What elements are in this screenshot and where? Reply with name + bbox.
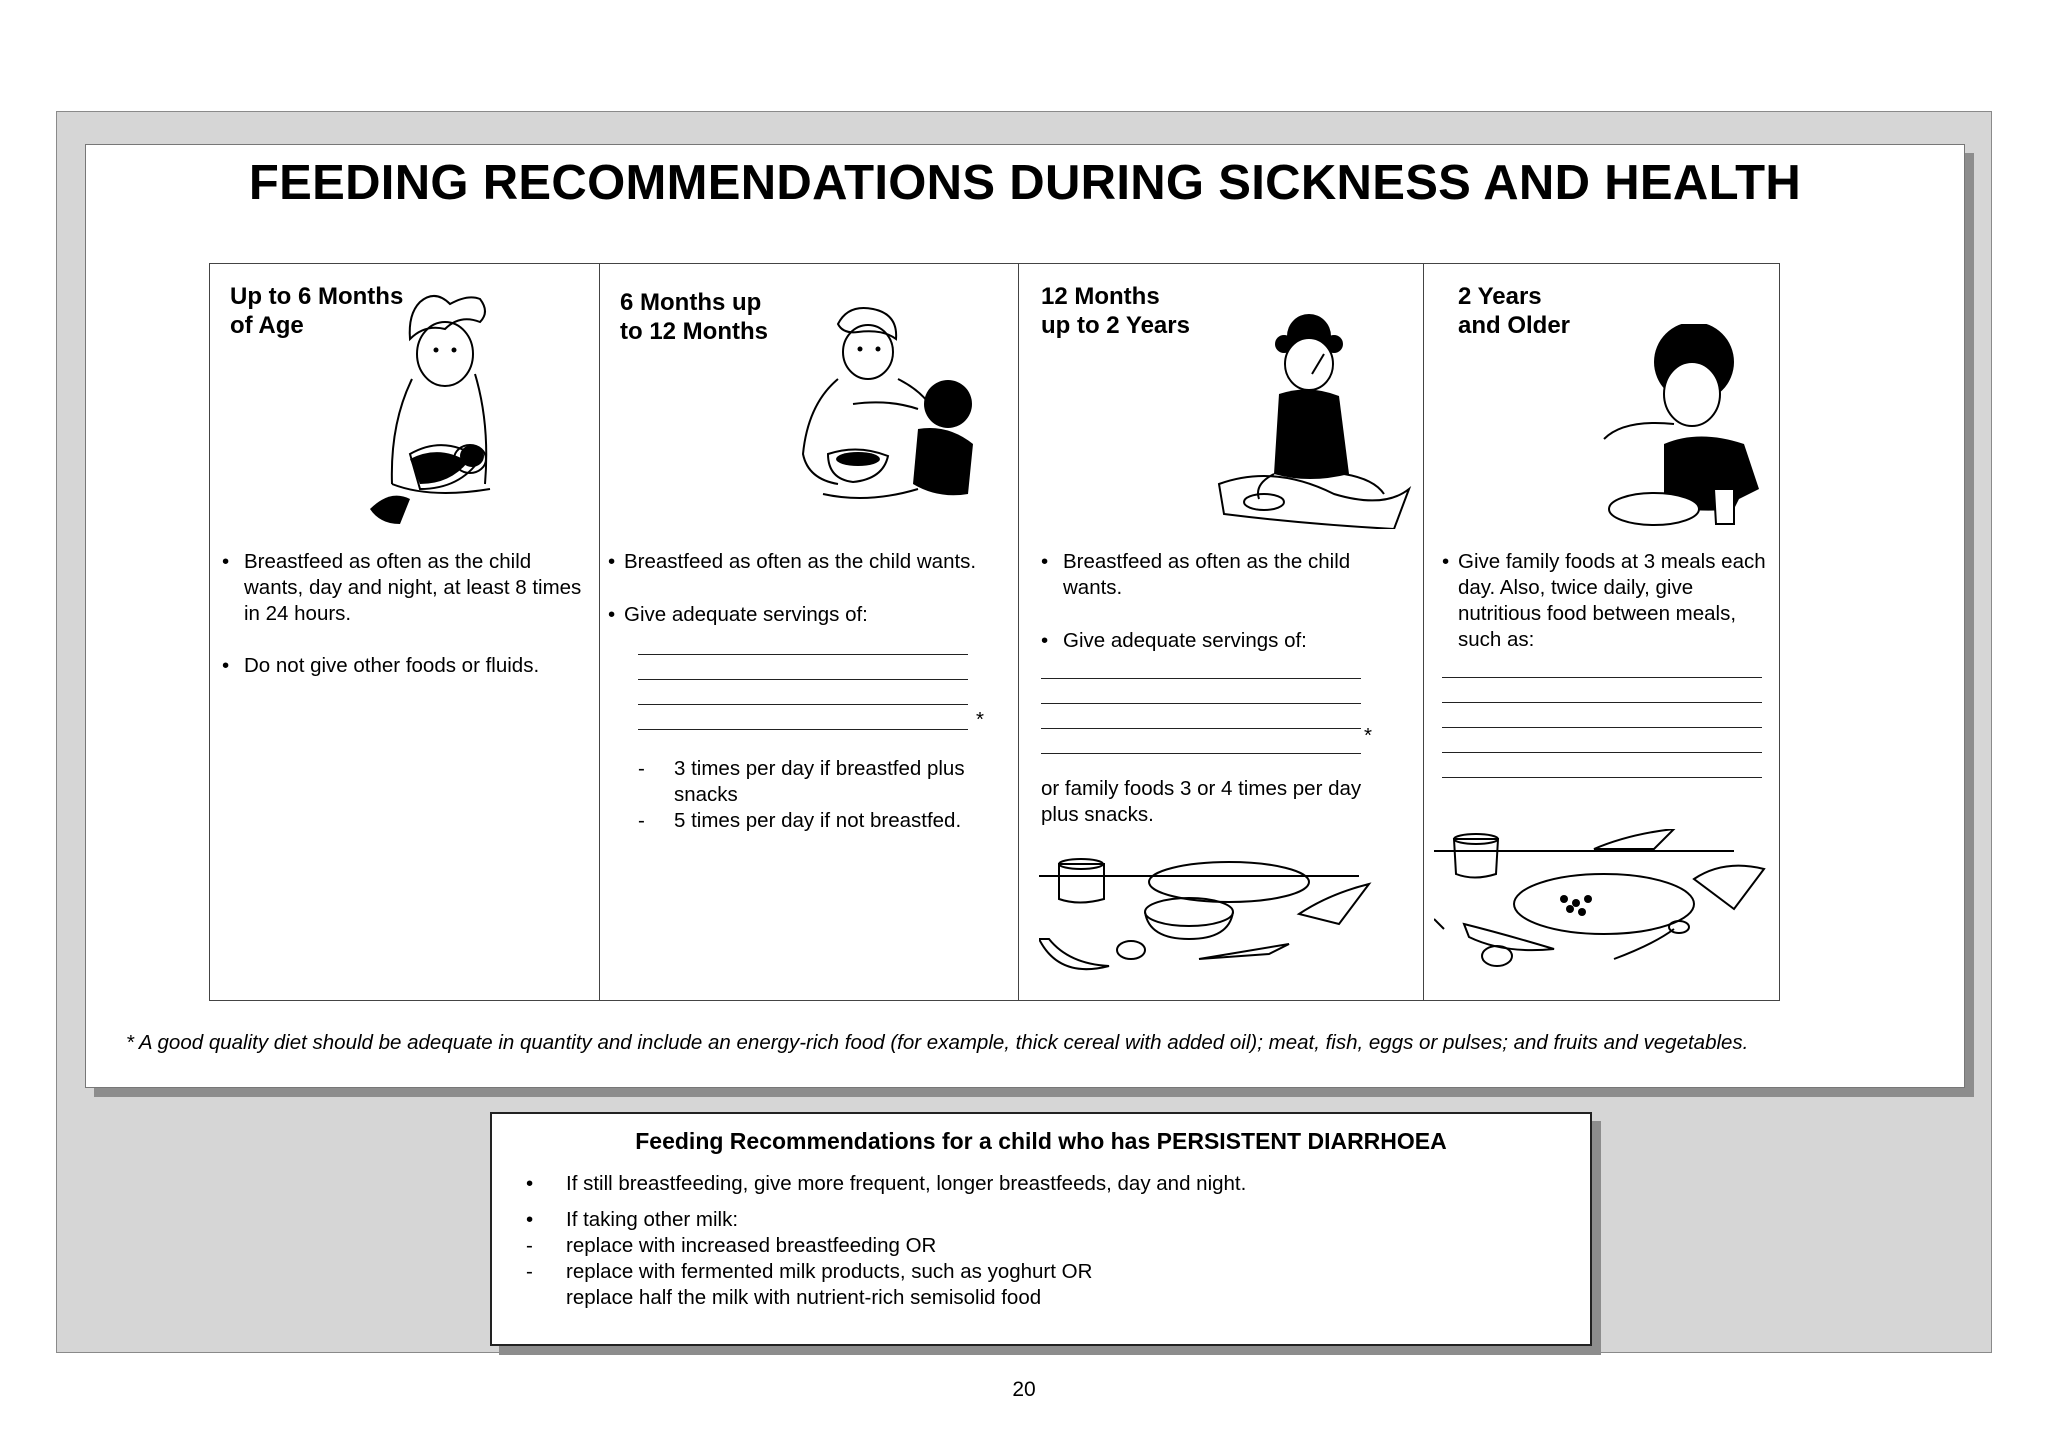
blank-line [1442, 653, 1762, 678]
blank-line [638, 680, 968, 705]
column-up-to-6-months [210, 264, 600, 1000]
blank-lines [1442, 653, 1762, 778]
list-item: - 3 times per day if breastfed plus snacks [638, 757, 965, 806]
list-item: • Breastfeed as often as the child wants. [608, 550, 977, 573]
blank-line: * [638, 705, 968, 730]
list-item: • If still breastfeeding, give more frequent, longer breastfeeds, day and night. [526, 1172, 1247, 1195]
list-item: • Breastfeed as often as the child wants, day and night, at least 8 times in 24 hours. [222, 550, 582, 625]
list-item: - 5 times per day if not breastfed. [638, 809, 962, 832]
list-item: replace half the milk with nutrient-rich semisolid food [566, 1286, 1042, 1309]
blank-lines [1041, 654, 1372, 754]
footnote: * A good quality diet should be adequate in quantity and include an energy-rich food (for example, thick cereal with added oil); meat, fish, eggs or pulses; and fruits and vegetables. [126, 1031, 1749, 1054]
blank-line: * [1041, 729, 1361, 754]
age-heading: 12 Months up to 2 Years [1041, 283, 1190, 339]
family-food-illustration [1434, 829, 1779, 994]
family-foods-note: or family foods 3 or 4 times per day plus snacks. [1041, 777, 1362, 826]
blank-line [1041, 679, 1361, 704]
column-text [222, 549, 582, 679]
list-item: • Breastfeed as often as the child wants. [1041, 550, 1351, 599]
age-heading: Up to 6 Months of Age [230, 283, 404, 339]
breastfeeding-mother-illustration [350, 284, 530, 529]
blank-line [1442, 703, 1762, 728]
frequency-list [638, 756, 998, 834]
list-item: • Give adequate servings of: [608, 603, 868, 626]
column-12-months-to-2-years [1019, 264, 1424, 1000]
list-item: • Give family foods at 3 meals each day. Also, twice daily, give nutritious food between meals, such as: [1442, 550, 1766, 651]
list-item: - replace with fermented milk products, such as yoghurt OR [526, 1260, 1093, 1283]
blank-line [1442, 753, 1762, 778]
blank-line [1442, 678, 1762, 703]
page-number: 20 [1012, 1378, 1036, 1401]
mother-feeding-baby-illustration [798, 304, 988, 529]
column-6-to-12-months [600, 264, 1019, 1000]
list-item: • If taking other milk: [526, 1208, 739, 1231]
column-2-years-and-older [1424, 264, 1779, 1000]
food-illustration [1039, 854, 1419, 999]
child-eating-illustration [1214, 314, 1414, 529]
list-item: • Do not give other foods or fluids. [222, 654, 540, 677]
column-text [608, 549, 1013, 834]
recommendations-card [85, 144, 1965, 1088]
blank-line [1442, 728, 1762, 753]
column-text [1041, 549, 1411, 828]
list-item: • Give adequate servings of: [1041, 629, 1307, 652]
blank-line [638, 630, 968, 655]
page-title: FEEDING RECOMMENDATIONS DURING SICKNESS AND HEALTH [248, 156, 1802, 210]
list-item: - replace with increased breastfeeding OR [526, 1234, 937, 1257]
blank-line [1041, 704, 1361, 729]
blank-lines [638, 630, 984, 731]
box-heading: Feeding Recommendations for a child who has PERSISTENT DIARRHOEA [635, 1128, 1447, 1154]
column-text [1442, 549, 1777, 778]
persistent-diarrhoea-box [490, 1112, 1592, 1346]
age-columns [209, 263, 1780, 1001]
older-child-eating-illustration [1594, 324, 1774, 529]
blank-line [638, 655, 968, 680]
age-heading: 2 Years and Older [1458, 283, 1571, 339]
age-heading: 6 Months up to 12 Months [620, 289, 768, 345]
blank-line [1041, 654, 1361, 679]
